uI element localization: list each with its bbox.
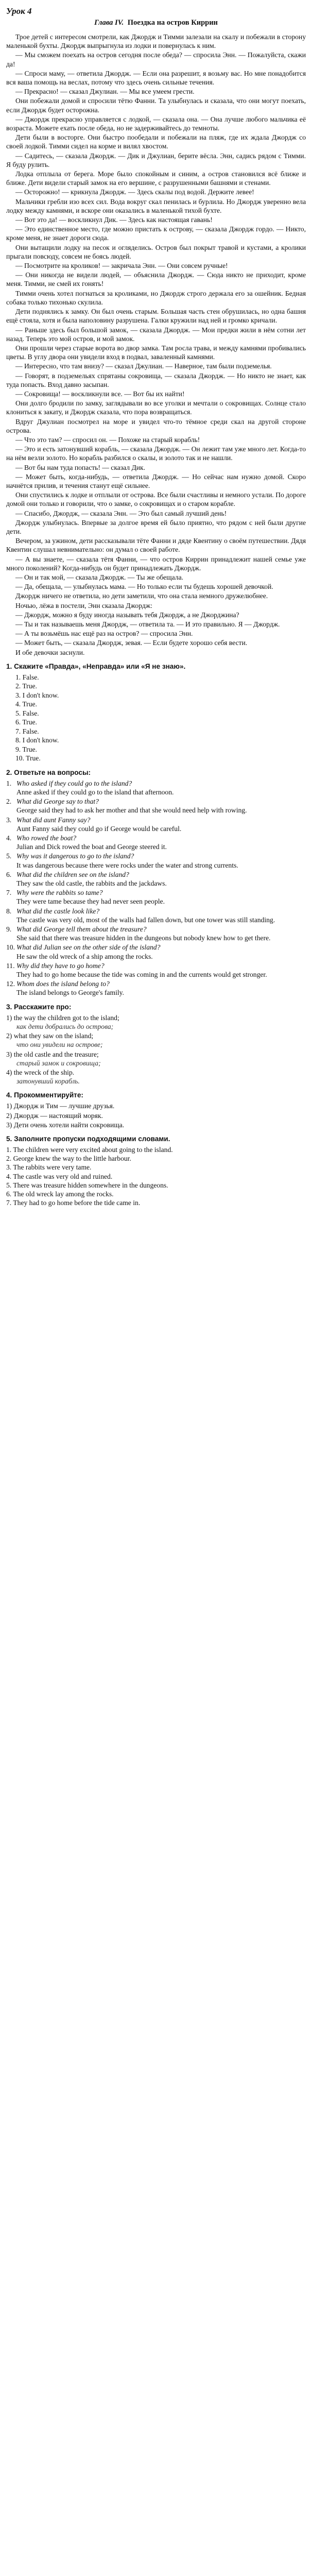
chapter-title [6,19,306,27]
story-paragraph: — Мы сможем поехать на остров сегодня после обеда? — спросила Энн. — Пожалуйста, скажи да! [6,51,306,68]
question-item [6,870,306,888]
question-text: What did George say to that? [16,798,99,806]
retell-text: the wreck of the ship. [13,1068,75,1076]
story-paragraph: Вечером, за ужином, дети рассказывали тёте Фанни и дяде Квентину о своём путешествии. Дядя Квентин слушал невнимательно: он думал о своей работе. [6,537,306,554]
story-paragraph: — Джордж прекрасно управляется с лодкой, — сказала она. — Она лучше любого мальчика её возраста. Можете ехать после обеда, но не задерживайтесь до темноты. [6,115,306,132]
tf-answer: 5. False. [15,709,39,717]
question-item [6,852,306,869]
question-number: 6. [6,870,12,878]
story-paragraph: Мальчики гребли изо всех сил. Вода вокруг скал пенилась и бурлила. Но Джордж уверенно вела лодку между камнями, и вскоре они оказались в маленькой тихой бухте. [6,197,306,214]
retell-translation: что они увидели на острове; [16,1041,103,1049]
story-paragraph: Джордж ничего не ответила, но дети заметили, что она стала немного дружелюбнее. [15,592,268,600]
story-paragraph: — Садитесь, — сказала Джордж. — Дик и Джулиан, берите вёсла. Энн, садись рядом с Тимми. Я буду рулить. [6,151,306,168]
retell-translation: затонувший корабль. [16,1077,80,1086]
answer-text: They were tame because they had never seen people. [16,897,165,906]
true-false-list [6,673,306,763]
story-paragraph: — Это единственное место, где можно пристать к острову, — сказала Джордж гордо. — Никто, кроме меня, не знает дороги сюда. [6,225,306,242]
tf-answer: 2. True. [15,682,37,690]
question-text: What did the children see on the island? [16,870,129,878]
section-heading: 3. Расскажите про: [6,1003,72,1011]
answer-text: He saw the old wreck of a ship among the rocks. [16,952,153,960]
question-text: Who asked if they could go to the island? [16,779,132,787]
question-text: What did George tell them about the treasure? [16,925,147,934]
question-item [6,961,306,979]
story-paragraph: Лодка отплыла от берега. Море было спокойным и синим, а остров становился всё ближе и ближе. Дети видели старый замок на его вершине, с разрушенными башнями и стенами. [6,170,306,187]
story-paragraph: — Интересно, что там внизу? — сказал Джулиан. — Наверное, там были подземелья. [15,362,272,370]
tf-answer: 6. True. [15,718,37,726]
tf-answer: 9. True. [15,745,37,753]
question-number: 3. [6,816,12,824]
story-paragraph: — Что это там? — спросил он. — Похоже на старый корабль! [15,435,200,444]
questions-list [6,779,306,997]
question-number: 7. [6,889,12,897]
question-text: Whom does the island belong to? [16,980,110,988]
story-text [6,32,306,657]
retell-item [6,1013,306,1031]
answer-text: Anne asked if they could go to the island that afternoon. [16,788,174,796]
gap-list [6,1145,306,1207]
retell-section [6,1003,306,1086]
story-paragraph: Они вытащили лодку на песок и огляделись. Остров был покрыт травой и кустами, а кролики прыгали повсюду, совсем не боясь людей. [6,243,306,260]
gap-item: 3. The rabbits were very tame. [6,1163,92,1172]
answer-text: The island belongs to George's family. [16,989,124,997]
gap-item: 7. They had to go home before the tide came in. [6,1199,141,1207]
retell-item [6,1068,306,1086]
retell-number: 3) [6,1050,12,1058]
tf-answer: 3. I don't know. [15,691,59,699]
gap-item: 1. The children were very excited about going to the island. [6,1145,173,1154]
question-item [6,797,306,815]
story-paragraph: — Может быть, — сказала Джордж, зевая. — Если будете хорошо себя вести. [15,639,248,647]
retell-list [6,1013,306,1086]
section-heading: 2. Ответьте на вопросы: [6,768,91,776]
section-heading: 1. Скажите «Правда», «Неправда» или «Я не знаю». [6,662,186,670]
section-heading: 5. Заполните пропуски подходящими словами. [6,1134,170,1143]
story-paragraph: — А ты возьмёшь нас ещё раз на остров? — спросила Энн. [15,630,193,638]
answer-text: It was dangerous because there were rocks under the water and strong currents. [16,861,238,869]
question-item [6,979,306,997]
story-paragraph: Тимми очень хотел погнаться за кроликами, но Джордж строго держала его за ошейник. Бедная собака только тихонько скулила. [6,289,306,306]
question-text: What did the castle look like? [16,907,100,915]
answer-text: George said they had to ask her mother and that she would need help with rowing. [16,806,247,815]
story-paragraph: — Может быть, когда-нибудь, — ответила Джордж. — Но сейчас нам нужно домой. Скоро начнётся прилив, и течения станут ещё сильнее. [6,472,306,489]
story-paragraph: — Это и есть затонувший корабль, — сказала Джордж. — Он лежит там уже много лет. Когда-то на нём везли золото. Но корабль разбился о скалы, и золото так и не нашли. [6,445,306,462]
answer-text: Aunt Fanny said they could go if George would be careful. [16,824,182,833]
question-number: 2. [6,798,12,806]
retell-translation: старый замок и сокровища; [16,1059,101,1067]
describe-item: 1) Джордж и Тим — лучшие друзья. [6,1102,115,1110]
describe-section [6,1091,306,1129]
retell-number: 1) [6,1013,12,1022]
story-paragraph: Они долго бродили по замку, заглядывали во все уголки и мечтали о сокровищах. Солнце стало клониться к закату, и Джордж сказала, что пора возвращаться. [6,399,306,416]
question-item [6,888,306,906]
story-paragraph: И обе девочки заснули. [15,648,85,656]
question-number: 10. [6,943,15,952]
story-paragraph: Вдруг Джулиан посмотрел на море и увидел что-то тёмное среди скал на другой стороне острова. [6,417,306,434]
describe-item: 2) Джордж — настоящий моряк. [6,1111,103,1120]
story-paragraph: Джордж улыбнулась. Впервые за долгое время ей было приятно, что рядом с ней были другие дети. [6,518,306,535]
story-paragraph: — Посмотрите на кроликов! — закричала Энн. — Они совсем ручные! [15,262,228,270]
gap-item: 5. There was treasure hidden somewhere in the dungeons. [6,1181,168,1189]
question-number: 1. [6,779,12,787]
question-number: 9. [6,925,12,934]
retell-item [6,1031,306,1049]
story-paragraph: — Ты и так называешь меня Джордж, — ответила та. — И это правильно. Я — Джордж. [15,620,280,628]
question-text: What did Julian see on the other side of the island? [16,943,161,952]
story-paragraph: Дети были в восторге. Они быстро пообедали и побежали на пляж, где их ждала Джордж со своей лодкой. Тимми сидел на корме и вилял хвостом. [6,133,306,150]
section-heading: 4. Прокомментируйте: [6,1091,83,1099]
question-item [6,907,306,924]
retell-number: 4) [6,1068,12,1076]
question-text: Who rowed the boat? [16,834,77,842]
retell-text: the old castle and the treasure; [13,1050,99,1058]
chapter-number: Глава IV. [94,19,124,27]
describe-list [6,1101,306,1129]
tf-answer: 7. False. [15,727,39,735]
tf-answer: 10. True. [15,754,41,762]
question-item [6,834,306,851]
gap-item: 4. The castle was very old and ruined. [6,1172,113,1180]
answer-text: They saw the old castle, the rabbits and the jackdaws. [16,879,167,888]
story-paragraph: — Они никогда не видели людей, — объяснила Джордж. — Сюда никто не приходит, кроме меня. Тимми, не смей их гонять! [6,271,306,288]
tf-answer: 1. False. [15,673,39,681]
question-number: 4. [6,834,12,842]
question-number: 12. [6,980,15,988]
question-item [6,925,306,942]
gap-section [6,1134,306,1207]
question-number: 8. [6,907,12,915]
story-paragraph: — Осторожно! — крикнула Джордж. — Здесь скалы под водой. Держите левее! [15,188,254,196]
story-paragraph: — Он и так мой, — сказала Джордж. — Ты же обещала. [15,573,184,581]
question-text: Why were the rabbits so tame? [16,889,103,897]
answer-text: They had to go home because the tide was coming in and the currents would get stronger. [16,971,267,979]
retell-text: what they saw on the island; [13,1032,94,1040]
story-paragraph: — Прекрасно! — сказал Джулиан. — Мы все умеем грести. [15,88,195,96]
true-false-section [6,662,306,763]
retell-text: the way the children got to the island; [13,1013,119,1022]
question-item [6,779,306,796]
story-paragraph: — Раньше здесь был большой замок, — сказала Джордж. — Мои предки жили в нём сотни лет назад. Теперь это мой остров, и мой замок. [6,326,306,343]
story-paragraph: — А вы знаете, — сказала тётя Фанни, — что остров Киррин принадлежит нашей семье уже много поколений? Когда-нибудь он будет принадлежать Джордж. [6,555,306,572]
story-paragraph: — Джордж, можно я буду иногда называть тебя Джордж, а не Джорджина? [15,611,239,619]
question-text: What did aunt Fanny say? [16,816,91,824]
tf-answer: 4. True. [15,700,37,708]
story-paragraph: Они прошли через старые ворота во двор замка. Там росла трава, и между камнями пробивались цветы. В углу двора они увидели вход в подвал, заваленный камнями. [6,344,306,361]
story-paragraph: — Вот это да! — воскликнул Дик. — Здесь как настоящая гавань! [15,216,213,224]
question-item [6,943,306,960]
question-number: 11. [6,961,15,970]
question-text: Why was it dangerous to go to the island? [16,852,134,860]
story-paragraph: Трое детей с интересом смотрели, как Джордж и Тимми залезали на скалу и побежали в сторону маленькой бухты. Джордж выпрыгнула из лодки и повернулась к ним. [6,33,306,50]
describe-item: 3) Дети очень хотели найти сокровища. [6,1121,125,1129]
story-paragraph: — Спасибо, Джордж, — сказала Энн. — Это был самый лучший день! [15,509,227,517]
story-paragraph: — Сокровища! — воскликнули все. — Вот бы их найти! [15,389,185,398]
question-number: 5. [6,852,12,860]
retell-translation: как дети добрались до острова; [16,1022,114,1030]
answer-text: The castle was very old, most of the walls had fallen down, but one tower was still standing. [16,916,275,924]
question-item [6,816,306,833]
story-paragraph: — Спроси маму, — ответила Джордж. — Если она разрешит, я возьму вас. Но мне понадобится вся ваша помощь на веслах, потому что здесь очень сильные течения. [6,69,306,87]
story-paragraph: Они побежали домой и спросили тётю Фанни. Та улыбнулась и сказала, что они могут поехать, если Джордж будет осторожна. [6,97,306,114]
gap-item: 2. George knew the way to the little harbour. [6,1155,131,1163]
story-paragraph: — Вот бы нам туда попасть! — сказал Дик. [15,463,146,471]
story-paragraph: — Да, обещала, — улыбнулась мама. — Но только если ты будешь хорошей девочкой. [15,583,273,591]
chapter-name: Поездка на остров Киррин [127,19,218,27]
answer-text: She said that there was treasure hidden in the dungeons but nobody knew how to get there. [16,934,271,942]
tf-answer: 8. I don't know. [15,736,59,744]
answer-text: Julian and Dick rowed the boat and George steered it. [16,843,167,851]
story-paragraph: Ночью, лёжа в постели, Энн сказала Джордж: [15,601,152,609]
retell-number: 2) [6,1032,12,1040]
gap-item: 6. The old wreck lay among the rocks. [6,1190,114,1198]
questions-section [6,768,306,997]
retell-item [6,1050,306,1067]
story-paragraph: Дети поднялись к замку. Он был очень старым. Большая часть стен обрушилась, но одна башня ещё стояла, хотя и была наполовину разрушена. Галки кружили над ней и громко кричали. [6,308,306,325]
story-paragraph: Они спустились к лодке и отплыли от острова. Все были счастливы и немного устали. По дороге домой они только и говорили, что о замке, о сокровищах и о старом корабле. [6,491,306,508]
lesson-title: Урок 4 [6,6,32,16]
question-text: Why did they have to go home? [16,961,105,970]
story-paragraph: — Говорят, в подземельях спрятаны сокровища, — сказала Джордж. — Но никто не знает, как туда попасть. Вход давно засыпан. [6,371,306,388]
